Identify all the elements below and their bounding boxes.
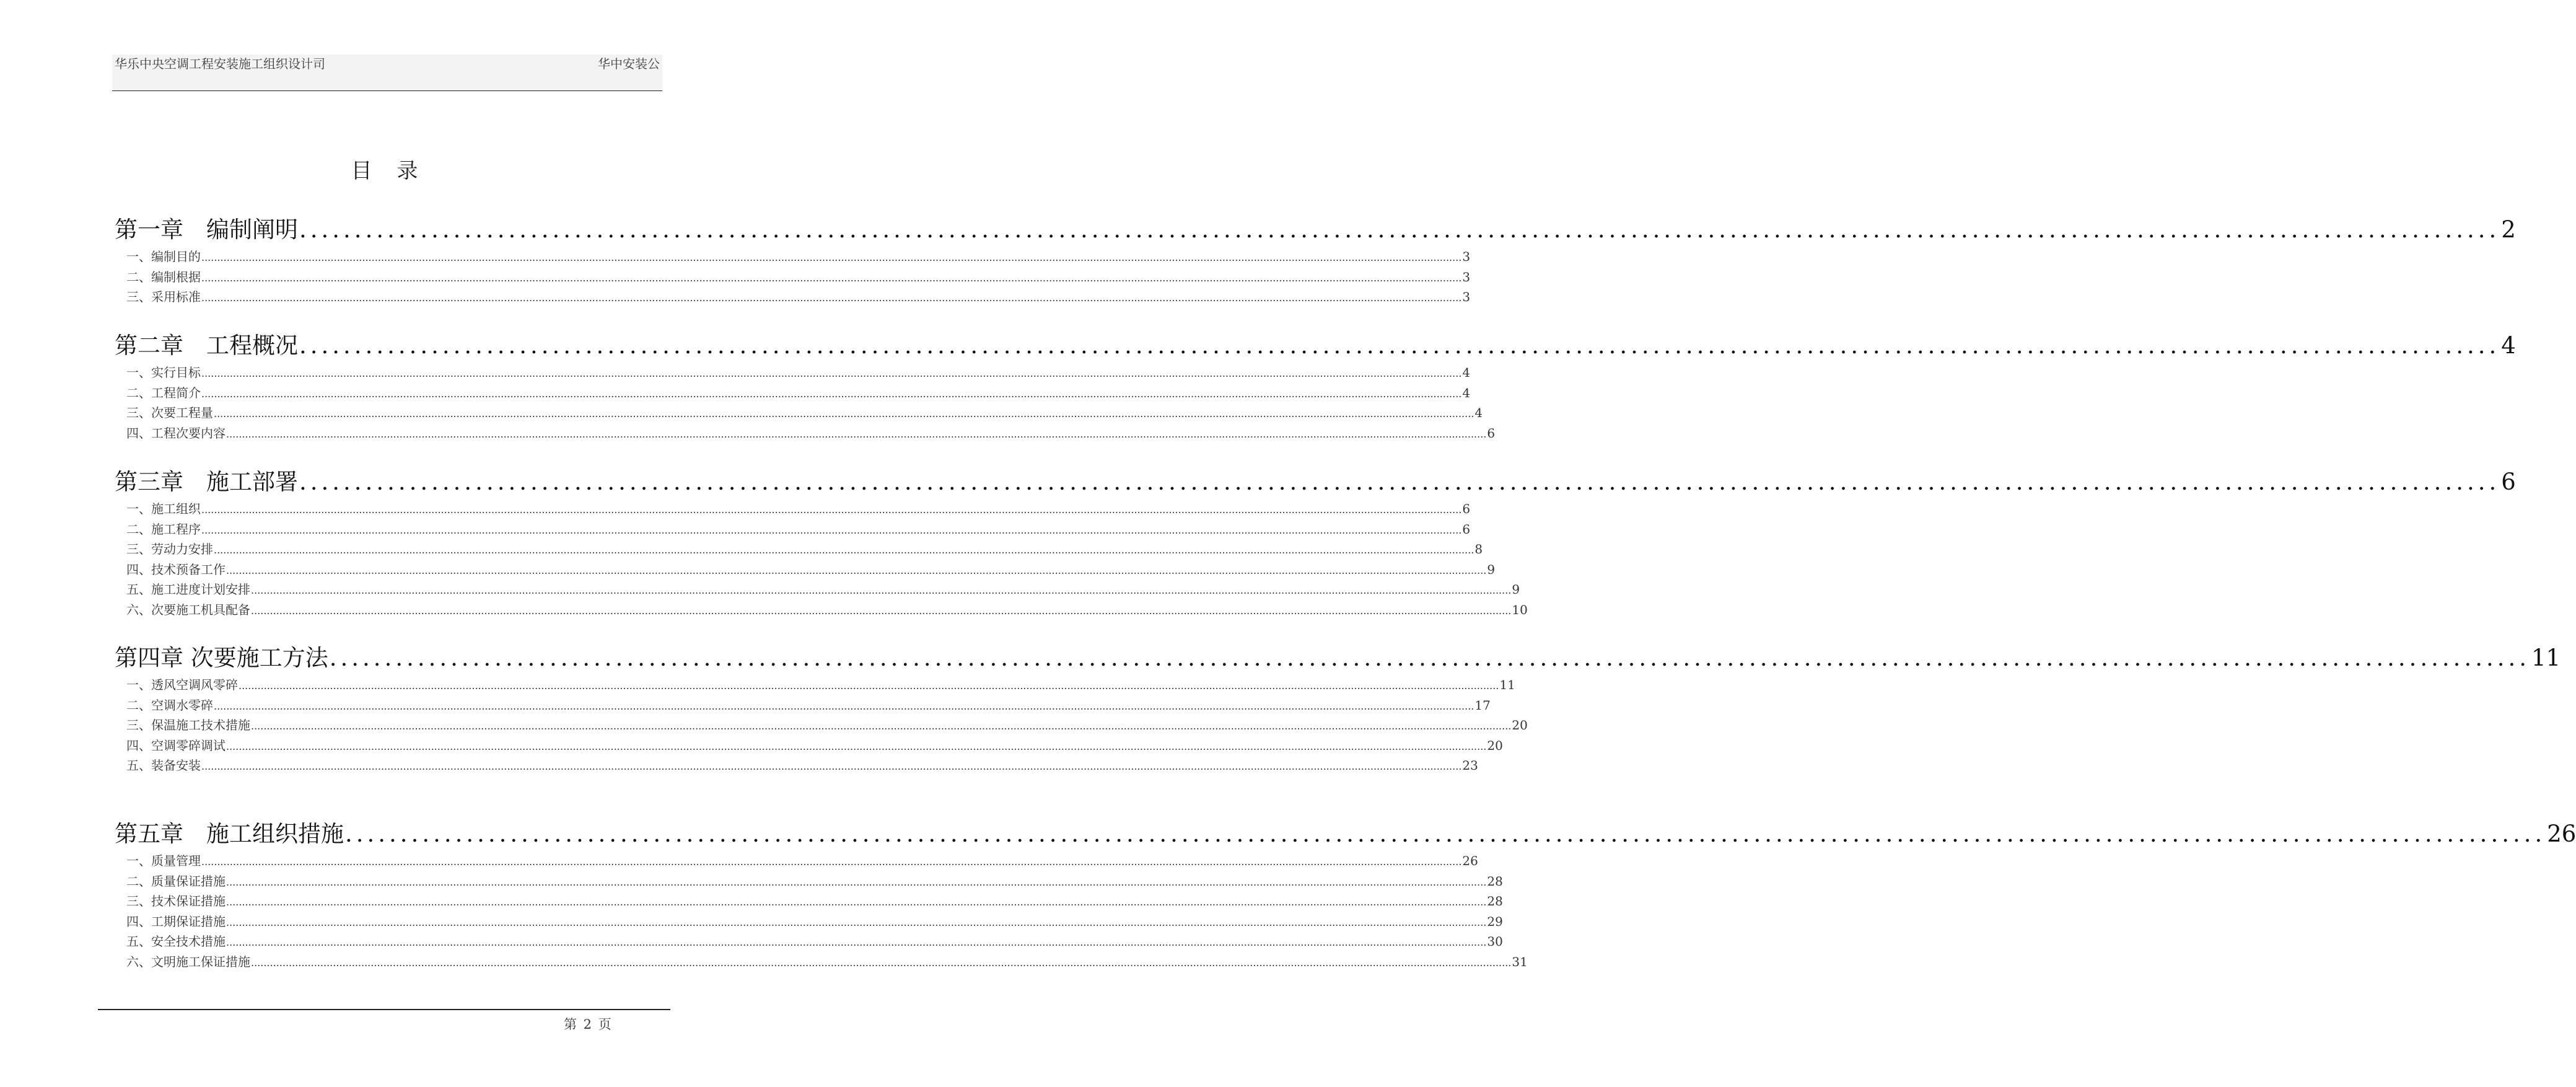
toc-section-label: 三、次要工程量 <box>126 405 213 420</box>
toc-section-entry[interactable] <box>126 247 1471 265</box>
toc-section-entry[interactable] <box>126 499 1471 517</box>
toc-section-label: 三、劳动力安排 <box>126 542 213 557</box>
toc-section-entry[interactable] <box>126 675 1515 693</box>
toc-section-label: 五、装备安装 <box>126 758 201 773</box>
toc-section-page-number: 17 <box>1474 697 1491 713</box>
toc-dot-leader: ................................................................................................................................................................................................................................................................................................................................................................................................................ <box>251 720 1512 732</box>
toc-dot-leader: ................................................................................................................................................................................................................................................................................................................................................................................................................ <box>214 544 1474 556</box>
toc-section-page-number: 26 <box>1462 853 1478 868</box>
toc-section-page-number: 31 <box>1512 954 1528 969</box>
toc-dot-leader: ................................................................................................................................................................................................................................................................................................................................................................................................................ <box>201 504 1462 516</box>
toc-section-label: 三、采用标准 <box>126 289 201 304</box>
toc-section-label: 五、安全技术措施 <box>126 934 226 949</box>
toc-chapter-page-number: 11 <box>2531 645 2561 671</box>
toc-section-label: 一、施工组织 <box>126 501 201 516</box>
toc-dot-leader: ................................................................................................................................................................................................................................................................................................................................................................................................................ <box>201 856 1462 868</box>
page-number: 第 2 页 <box>564 1017 613 1032</box>
toc-section-page-number: 10 <box>1512 602 1528 617</box>
toc-chapter-page-number: 26 <box>2547 821 2576 847</box>
toc-section-entry[interactable] <box>126 952 1528 970</box>
toc-section-entry[interactable] <box>126 383 1471 401</box>
toc-chapter-entry[interactable] <box>115 211 2516 244</box>
toc-section-entry[interactable] <box>126 755 1478 773</box>
toc-section-entry[interactable] <box>126 715 1528 733</box>
toc-dot-leader: ................................................................................................................................................................................................................................................................................................................................................................................................................ <box>251 956 1512 969</box>
toc-dot-leader: ........................................................................................................................................................................................................ <box>299 332 2500 359</box>
toc-dot-leader: ................................................................................................................................................................................................................................................................................................................................................................................................................ <box>226 876 1487 888</box>
toc-section-page-number: 6 <box>1462 521 1471 537</box>
toc-dot-leader: ................................................................................................................................................................................................................................................................................................................................................................................................................ <box>214 408 1474 420</box>
toc-section-entry[interactable] <box>126 287 1471 305</box>
toc-dot-leader: ................................................................................................................................................................................................................................................................................................................................................................................................................ <box>226 896 1487 908</box>
toc-section-label: 六、次要施工机具配备 <box>126 602 250 617</box>
toc-section-entry[interactable] <box>126 891 1503 909</box>
toc-section-page-number: 9 <box>1487 561 1496 577</box>
toc-section-page-number: 20 <box>1512 718 1528 733</box>
toc-chapter-label: 第三章 施工部署 <box>115 469 298 495</box>
toc-dot-leader: ................................................................................................................................................................................................................................................................................................................................................................................................................ <box>251 604 1512 617</box>
toc-section-label: 二、质量保证措施 <box>126 873 226 889</box>
toc-dot-leader: ................................................................................................................................................................................................................................................................................................................................................................................................................ <box>226 564 1487 576</box>
toc-dot-leader: ................................................................................................................................................................................................................................................................................................................................................................................................................ <box>201 292 1462 304</box>
toc-section-entry[interactable] <box>126 871 1503 889</box>
toc-section-page-number: 6 <box>1487 425 1496 441</box>
toc-chapter-label: 第五章 施工组织措施 <box>115 821 344 847</box>
toc-section-page-number: 29 <box>1487 913 1503 929</box>
header-document-title: 华乐中央空调工程安装施工组织设计司 <box>115 56 325 71</box>
page-header <box>112 55 662 91</box>
toc-section-page-number: 28 <box>1487 894 1503 909</box>
toc-section-label: 一、编制目的 <box>126 249 201 264</box>
toc-section-entry[interactable] <box>126 600 1528 618</box>
toc-section-page-number: 28 <box>1487 873 1503 889</box>
toc-section-label: 三、保温施工技术措施 <box>126 718 250 733</box>
toc-dot-leader: ................................................................................................................................................................................................................................................................................................................................................................................................................ <box>201 252 1462 263</box>
toc-dot-leader: ................................................................................................................................................................................................................................................................................................................................................................................................................ <box>226 428 1487 440</box>
toc-dot-leader: ................................................................................................................................................................................................................................................................................................................................................................................................................ <box>201 367 1462 379</box>
toc-section-entry[interactable] <box>126 579 1520 597</box>
toc-section-page-number: 3 <box>1462 249 1471 264</box>
toc-section-page-number: 9 <box>1512 582 1520 597</box>
toc-section-page-number: 11 <box>1499 677 1515 692</box>
toc-section-label: 四、工期保证措施 <box>126 913 226 929</box>
toc-section-label: 二、编制根据 <box>126 269 201 284</box>
toc-chapter-page-number: 6 <box>2501 469 2516 495</box>
toc-section-entry[interactable] <box>126 403 1483 421</box>
toc-dot-leader: ................................................................................................................................................................................................................................................................................................................................................................................................................ <box>214 700 1474 712</box>
toc-section-page-number: 6 <box>1462 501 1471 516</box>
toc-section-entry[interactable] <box>126 931 1503 949</box>
toc-section-page-number: 30 <box>1487 934 1503 949</box>
toc-dot-leader: ................................................................................................................................................................................................................................................................................................................................................................................................................ <box>201 524 1462 536</box>
toc-section-page-number: 8 <box>1474 542 1483 557</box>
toc-chapter-entry[interactable] <box>115 639 2561 672</box>
toc-title: 目录 <box>351 159 443 183</box>
toc-section-page-number: 4 <box>1474 405 1483 420</box>
toc-dot-leader: ................................................................................................................................................................................................................................................................................................................................................................................................................ <box>251 584 1512 596</box>
toc-dot-leader: ................................................................................................................................................................................................................................................................................................................................................................................................................ <box>239 680 1499 692</box>
toc-section-entry[interactable] <box>126 560 1496 578</box>
toc-chapter-entry[interactable] <box>115 463 2516 496</box>
toc-dot-leader: ........................................................................................................................................................................................................ <box>329 645 2531 671</box>
toc-section-label: 四、空调零碎调试 <box>126 737 226 753</box>
toc-section-label: 二、工程简介 <box>126 385 201 400</box>
toc-section-label: 四、工程次要内容 <box>126 425 226 441</box>
toc-chapter-page-number: 4 <box>2501 332 2516 359</box>
toc-section-label: 一、实行目标 <box>126 365 201 380</box>
toc-section-page-number: 20 <box>1487 737 1503 753</box>
toc-dot-leader: ........................................................................................................................................................................................................ <box>345 821 2546 847</box>
toc-chapter-label: 第四章 次要施工方法 <box>115 645 328 671</box>
toc-section-label: 五、施工进度计划安排 <box>126 582 250 597</box>
toc-chapter-page-number: 2 <box>2501 216 2516 243</box>
toc-dot-leader: ................................................................................................................................................................................................................................................................................................................................................................................................................ <box>226 916 1487 928</box>
toc-section-entry[interactable] <box>126 851 1478 869</box>
toc-section-label: 一、质量管理 <box>126 853 201 868</box>
toc-section-entry[interactable] <box>126 695 1491 713</box>
toc-dot-leader: ........................................................................................................................................................................................................ <box>299 469 2500 495</box>
toc-section-page-number: 4 <box>1462 365 1471 380</box>
header-company-name: 华中安装公 <box>598 56 660 71</box>
toc-chapter-label: 第二章 工程概况 <box>115 332 298 359</box>
toc-section-entry[interactable] <box>126 736 1503 754</box>
toc-section-label: 二、空调水零碎 <box>126 697 213 713</box>
toc-section-page-number: 23 <box>1462 758 1478 773</box>
toc-dot-leader: ................................................................................................................................................................................................................................................................................................................................................................................................................ <box>226 740 1487 752</box>
toc-dot-leader: ................................................................................................................................................................................................................................................................................................................................................................................................................ <box>201 271 1462 284</box>
toc-section-entry[interactable] <box>126 267 1471 285</box>
footer-divider <box>98 1009 670 1010</box>
toc-section-label: 三、技术保证措施 <box>126 894 226 909</box>
toc-section-page-number: 3 <box>1462 269 1471 284</box>
toc-section-entry[interactable] <box>126 363 1471 381</box>
toc-dot-leader: ................................................................................................................................................................................................................................................................................................................................................................................................................ <box>226 936 1487 948</box>
toc-section-entry[interactable] <box>126 423 1496 441</box>
toc-dot-leader: ................................................................................................................................................................................................................................................................................................................................................................................................................ <box>201 760 1462 772</box>
toc-section-page-number: 4 <box>1462 385 1471 400</box>
toc-section-label: 一、透风空调风零碎 <box>126 677 238 692</box>
toc-section-page-number: 3 <box>1462 289 1471 304</box>
toc-section-label: 二、施工程序 <box>126 521 201 537</box>
toc-chapter-entry[interactable] <box>115 327 2516 360</box>
toc-section-label: 六、文明施工保证措施 <box>126 954 250 969</box>
toc-chapter-label: 第一章 编制阐明 <box>115 216 298 243</box>
toc-section-entry[interactable] <box>126 519 1471 537</box>
toc-dot-leader: ........................................................................................................................................................................................................ <box>299 216 2500 243</box>
toc-section-entry[interactable] <box>126 912 1503 930</box>
toc-chapter-entry[interactable] <box>115 815 2576 848</box>
toc-section-entry[interactable] <box>126 539 1483 557</box>
toc-section-label: 四、技术预备工作 <box>126 561 226 577</box>
toc-dot-leader: ................................................................................................................................................................................................................................................................................................................................................................................................................ <box>201 387 1462 400</box>
